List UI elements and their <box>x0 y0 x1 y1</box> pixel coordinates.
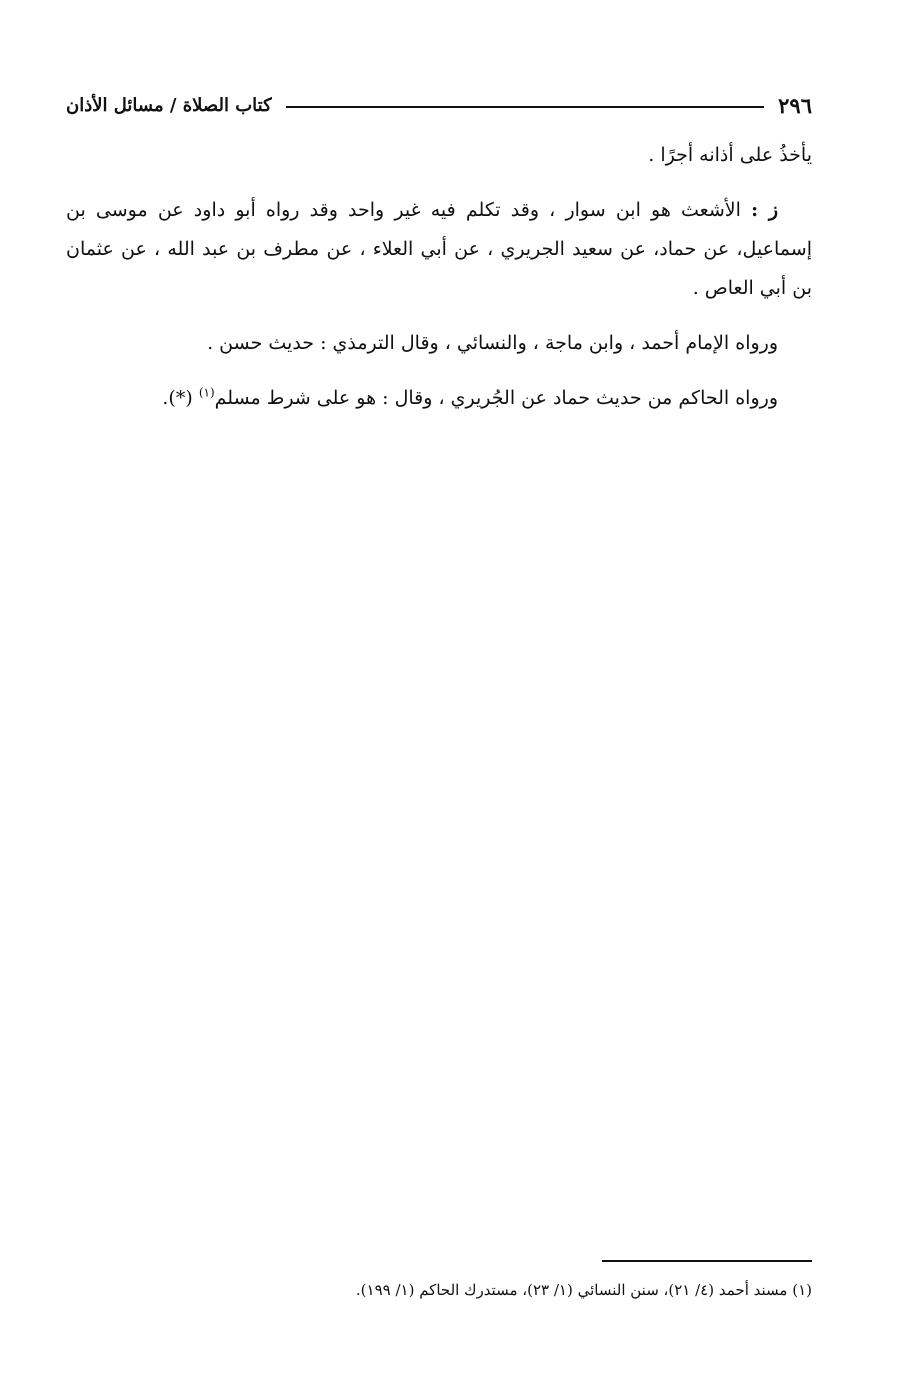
paragraph-2-text: الأشعث هو ابن سوار ، وقد تكلم فيه غير واحد وقد رواه أبو داود عن موسى بن إسماعيل، عن حماد، عن سعيد الجريري ، عن أبي العلاء ، عن مطرف بن عبد الله ، عن عثمان بن أبي العاص . <box>66 199 812 299</box>
paragraph-2 <box>66 191 812 308</box>
paragraph-marker: ز : <box>751 199 778 221</box>
paragraph-4-text: ورواه الحاكم من حديث حماد عن الجُريري ، وقال : هو على شرط مسلم <box>214 387 778 409</box>
footnote-rule <box>602 1260 812 1262</box>
running-head <box>66 92 812 118</box>
footnote-reference[interactable]: (١) <box>198 385 215 400</box>
header-rule <box>286 106 764 108</box>
footnote: (١) مسند أحمد (٤/ ٢١)، سنن النسائي (١/ ٢٣)، مستدرك الحاكم (١/ ١٩٩). <box>355 1281 812 1299</box>
page-number: ٢٩٦ <box>778 92 812 118</box>
paragraph-3: ورواه الإمام أحمد ، وابن ماجة ، والنسائي ، وقال الترمذي : حديث حسن . <box>207 332 778 354</box>
book-title: كتاب الصلاة / مسائل الأذان <box>66 94 272 116</box>
paragraph-4 <box>66 379 812 418</box>
body-text <box>66 136 812 434</box>
paragraph-1: يأخذُ على أذانه أجرًا . <box>648 144 812 166</box>
paragraph-4-tail: (*). <box>162 387 193 409</box>
